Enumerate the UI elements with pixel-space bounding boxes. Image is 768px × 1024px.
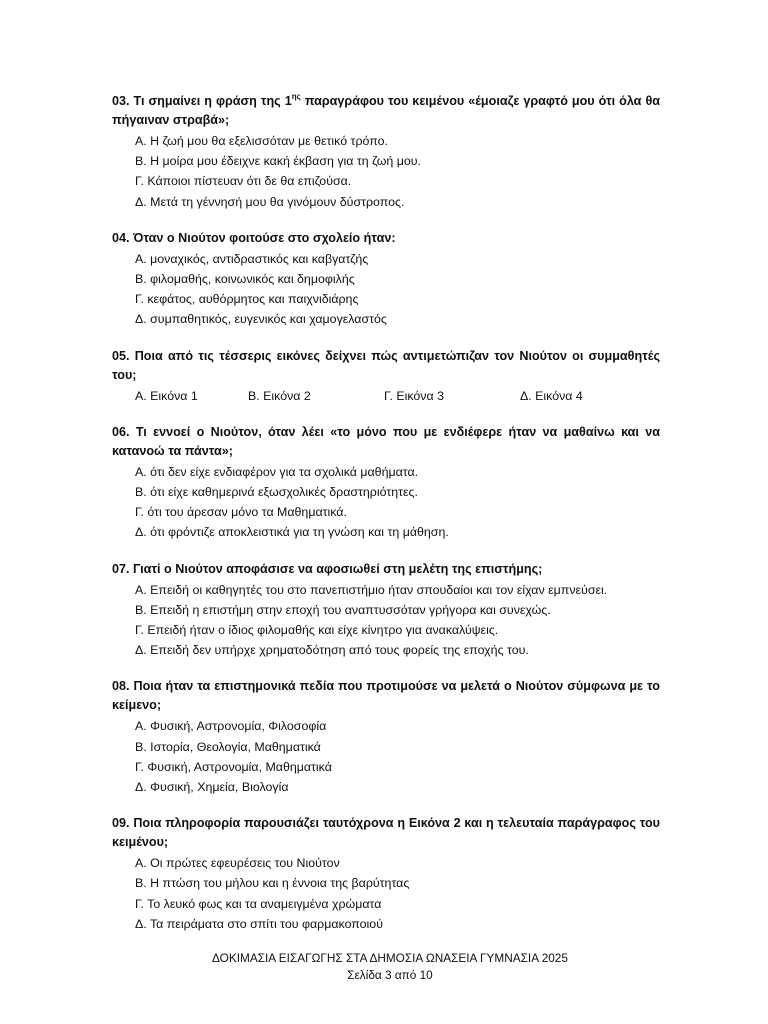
option-b: Β. ότι είχε καθημερινά εξωσχολικές δραστηριότητες.	[135, 485, 418, 500]
option-a: Α. Εικόνα 1	[135, 388, 198, 403]
option-d: Δ. Φυσική, Χημεία, Βιολογία	[135, 780, 289, 795]
option-b: Β. Εικόνα 2	[248, 388, 311, 403]
superscript-ordinal: ης	[291, 91, 301, 101]
option-a: Α. Οι πρώτες εφευρέσεις του Νιούτον	[135, 856, 340, 871]
question-09-options	[112, 853, 660, 934]
question-07	[112, 560, 660, 661]
question-05-options	[112, 386, 660, 406]
option-a: Α. μοναχικός, αντιδραστικός και καβγατζής	[135, 251, 369, 266]
option-c: Γ. Φυσική, Αστρονομία, Μαθηματικά	[135, 759, 332, 774]
option-d: Δ. Επειδή δεν υπήρχε χρηματοδότηση από τους φορείς της εποχής του.	[135, 643, 529, 658]
question-09-title: 09. Ποια πληροφορία παρουσιάζει ταυτόχρονα η Εικόνα 2 και η τελευταία παράγραφος του κειμένου;	[112, 816, 660, 850]
option-a: Α. Φυσική, Αστρονομία, Φιλοσοφία	[135, 719, 327, 734]
option-b: Β. Η πτώση του μήλου και η έννοια της βαρύτητας	[135, 876, 410, 891]
option-c: Γ. Επειδή ήταν ο ίδιος φιλομαθής και είχε κίνητρο για ανακαλύψεις.	[135, 623, 499, 638]
option-c: Γ. κεφάτος, αυθόρμητος και παιχνιδιάρης	[135, 292, 359, 307]
option-d: Δ. Μετά τη γέννησή μου θα γινόμουν δύστροπος.	[135, 194, 405, 209]
option-a: Α. Επειδή οι καθηγητές του στο πανεπιστήμιο ήταν σπουδαίοι και τον είχαν εμπνεύσει.	[135, 582, 608, 597]
question-08	[112, 677, 660, 797]
question-07-options	[112, 580, 660, 661]
option-b: Β. Επειδή η επιστήμη στην εποχή του αναπτυσσόταν γρήγορα και συνεχώς.	[135, 602, 551, 617]
option-c: Γ. Εικόνα 3	[384, 388, 444, 403]
question-03-options	[112, 131, 660, 212]
question-06	[112, 423, 660, 543]
question-08-title: 08. Ποια ήταν τα επιστημονικά πεδία που προτιμούσε να μελετά ο Νιούτον σύμφωνα με το κείμενο;	[112, 679, 660, 713]
question-03	[112, 92, 660, 212]
option-d: Δ. Εικόνα 4	[520, 388, 583, 403]
option-a: Α. Η ζωή μου θα εξελισσόταν με θετικό τρόπο.	[135, 134, 388, 148]
question-list	[112, 92, 660, 951]
question-09	[112, 814, 660, 934]
option-d: Δ. συμπαθητικός, ευγενικός και χαμογελαστός	[135, 312, 387, 327]
question-04-options	[112, 249, 660, 330]
option-b: Β. Η μοίρα μου έδειχνε κακή έκβαση για τη ζωή μου.	[135, 154, 421, 169]
question-08-options	[112, 716, 660, 797]
page-footer	[0, 950, 768, 984]
option-c: Γ. ότι του άρεσαν μόνο τα Μαθηματικά.	[135, 505, 347, 520]
option-c: Γ. Το λευκό φως και τα αναμειγμένα χρώματα	[135, 896, 382, 911]
question-04-title: 04. Όταν ο Νιούτον φοιτούσε στο σχολείο ήταν:	[112, 230, 396, 245]
option-c: Γ. Κάποιοι πίστευαν ότι δε θα επιζούσα.	[135, 174, 352, 189]
question-06-title: 06. Τι εννοεί ο Νιούτον, όταν λέει «το μόνο που με ενδιέφερε ήταν να μαθαίνω και να κατανοώ τα πάντα»;	[112, 424, 660, 458]
option-b: Β. Ιστορία, Θεολογία, Μαθηματικά	[135, 739, 321, 754]
question-03-title: 03. Τι σημαίνει η φράση της $1^{\eta\varsigma}$ παραγράφου του κειμένου «έμοιαζε γραφτό μου ότι όλα θα πήγαιναν στραβά»;	[112, 91, 661, 127]
question-04	[112, 229, 660, 330]
option-b: Β. φιλομαθής, κοινωνικός και δημοφιλής	[135, 272, 355, 287]
question-05	[112, 347, 660, 406]
option-d: Δ. Τα πειράματα στο σπίτι του φαρμακοποιού	[135, 916, 383, 931]
page-number: Σελίδα 3 από 10	[347, 968, 433, 982]
question-07-title: 07. Γιατί ο Νιούτον αποφάσισε να αφοσιωθεί στη μελέτη της επιστήμης;	[112, 561, 543, 576]
option-a: Α. ότι δεν είχε ενδιαφέρον για τα σχολικά μαθήματα.	[135, 464, 419, 479]
exam-title: ΔΟΚΙΜΑΣΙΑ ΕΙΣΑΓΩΓΗΣ ΣΤΑ ΔΗΜΟΣΙΑ ΩΝΑΣΕΙΑ ΓΥΜΝΑΣΙΑ 2025	[212, 951, 568, 965]
question-05-title: 05. Ποια από τις τέσσερις εικόνες δείχνει πώς αντιμετώπιζαν τον Νιούτον οι συμμαθητές του;	[112, 348, 660, 382]
question-06-options	[112, 462, 660, 543]
option-d: Δ. ότι φρόντιζε αποκλειστικά για τη γνώση και τη μάθηση.	[135, 525, 449, 540]
